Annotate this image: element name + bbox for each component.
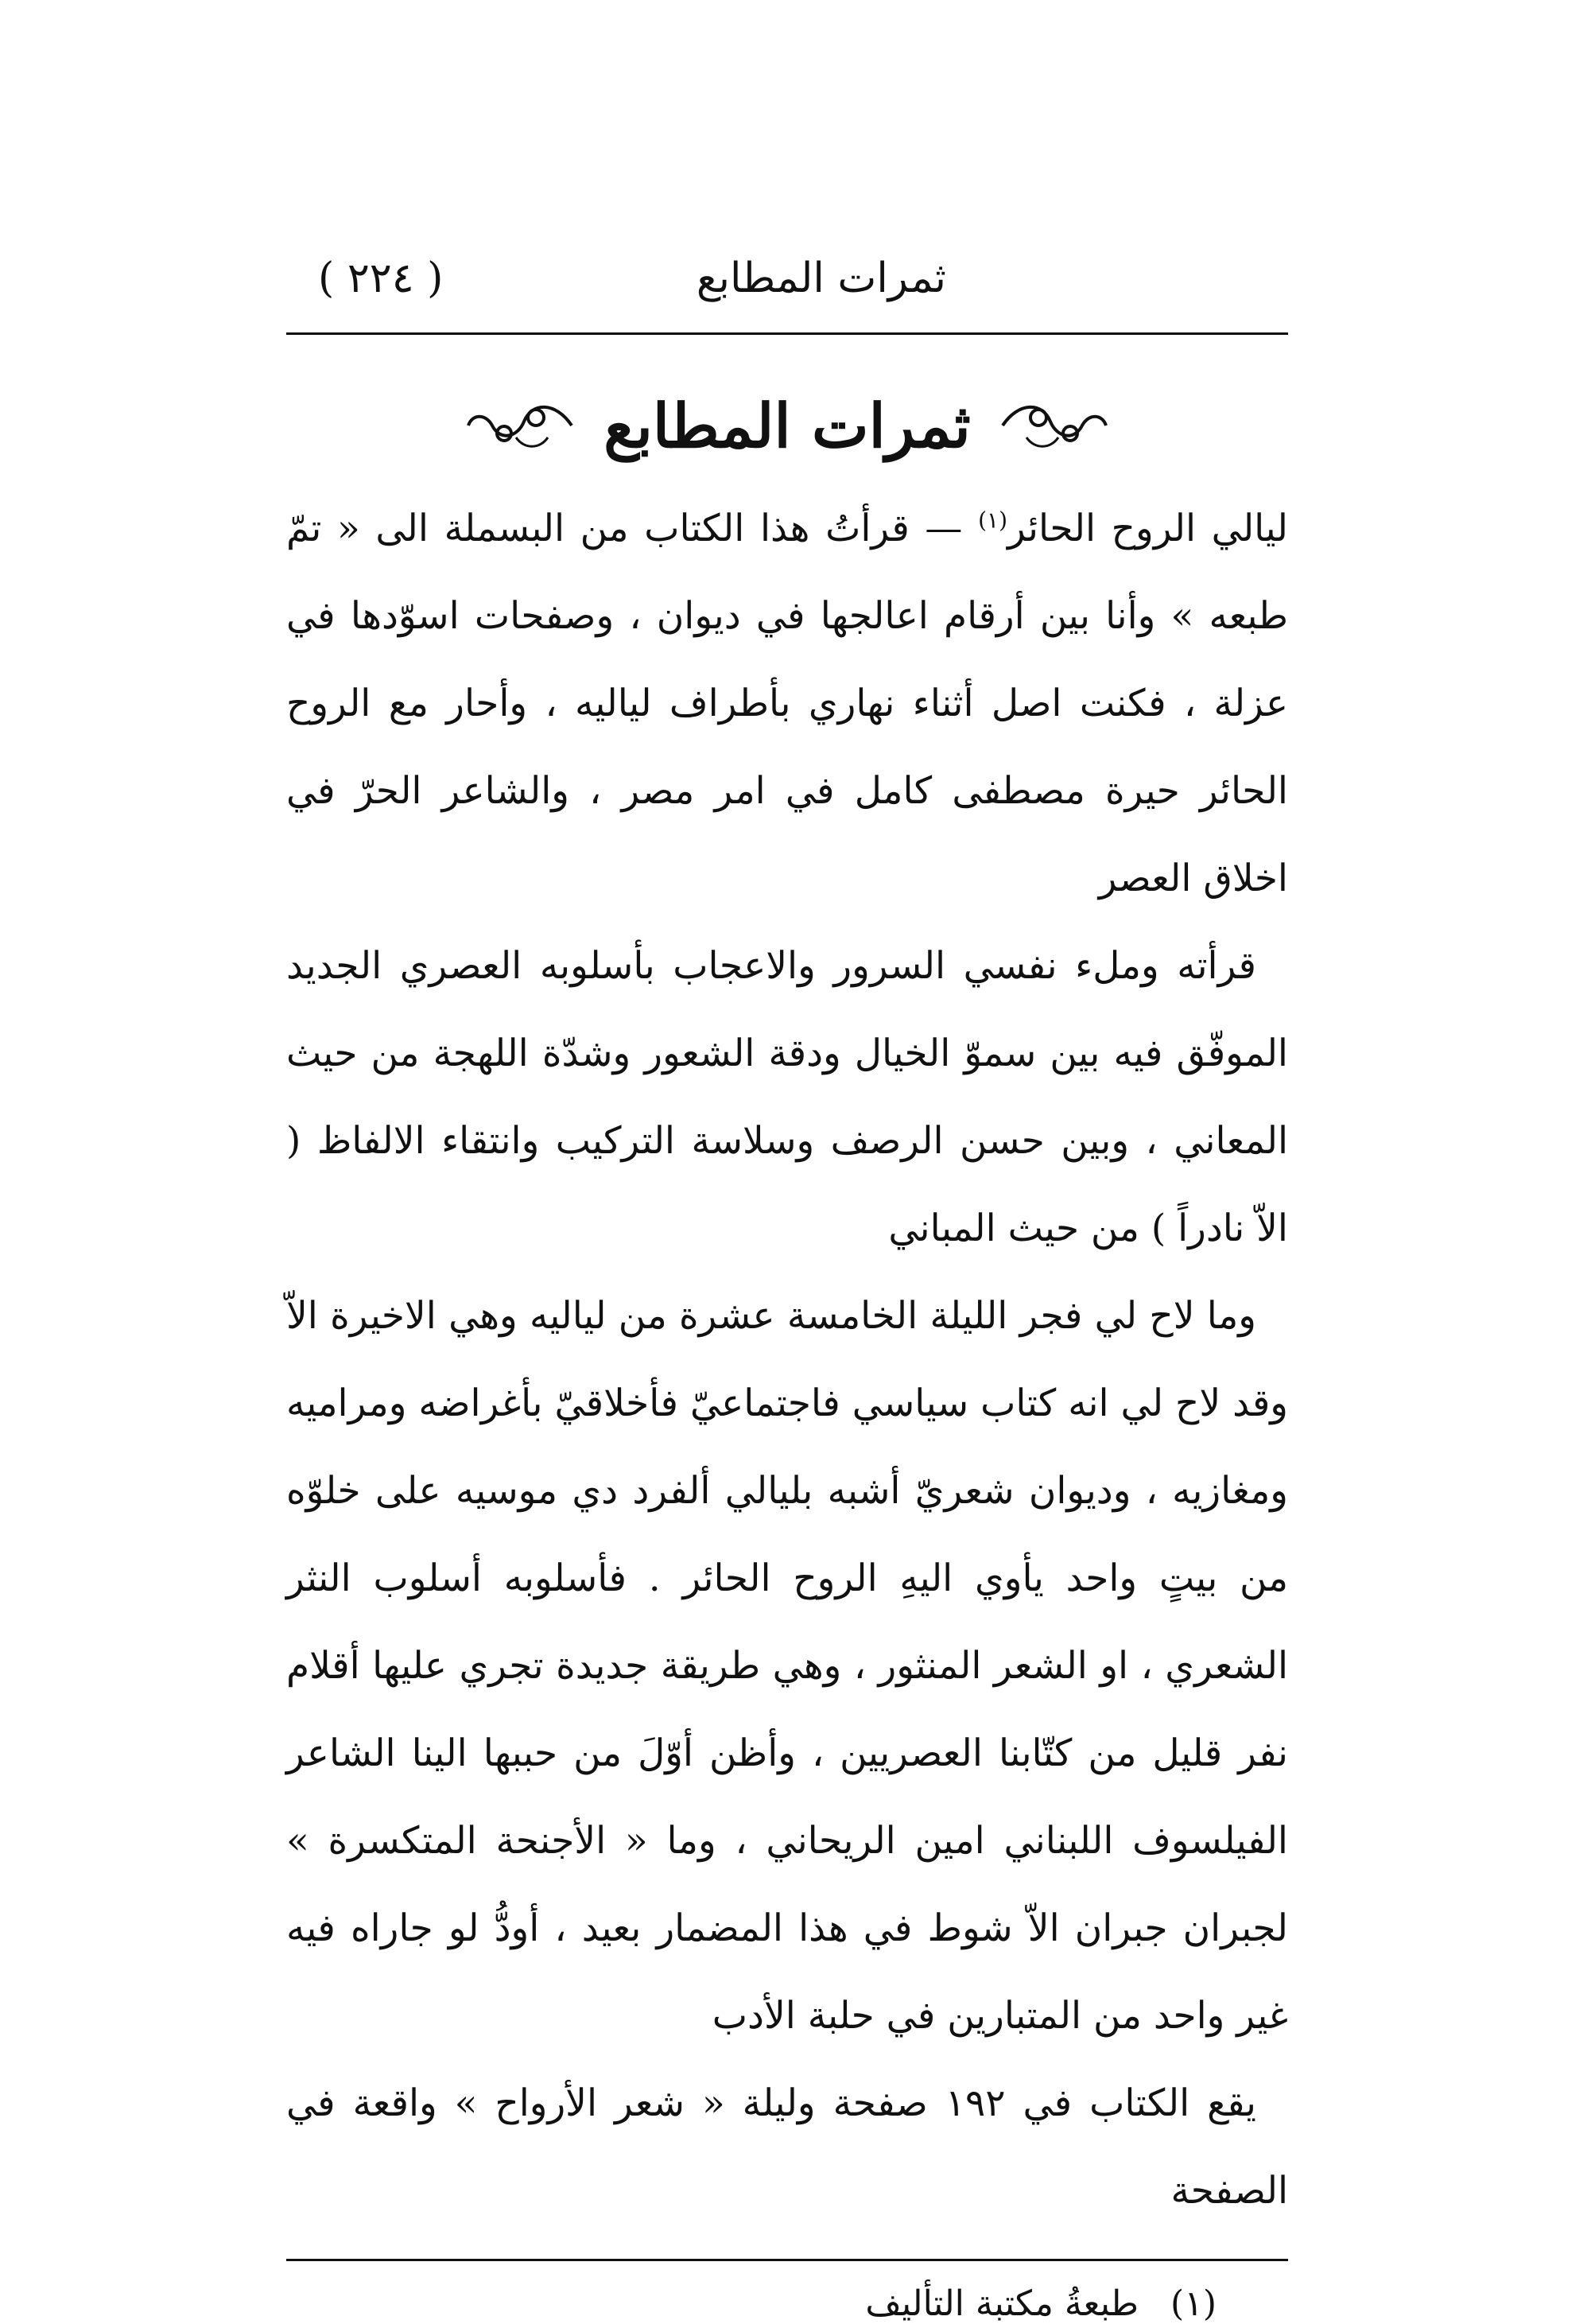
paragraph xyxy=(286,485,1288,923)
running-header xyxy=(286,239,1288,326)
paragraph-text: — قرأتُ هذا الكتاب من البسملة الى « تمّ طبعه » وأنا بين أرقام اعالجها في ديوان ، وصفحات اسوّدها في عزلة ، فكنت اصل أثناء نهاري بأطراف لياليه ، وأحار مع الروح الحائر حيرة مصطفى كامل في امر مصر ، والشاعر الحرّ في اخلاق العصر xyxy=(286,507,1288,900)
scroll-ornament-icon xyxy=(460,394,580,457)
page-number: ( ٢٢٤ ) xyxy=(318,255,444,302)
paragraph: يقع الكتاب في ١٩٢ صفحة وليلة « شعر الأرواح » واقعة في الصفحة xyxy=(286,2081,1288,2213)
running-title: ثمرات المطابع xyxy=(696,255,946,302)
footnote-ref: (١) xyxy=(978,507,1007,534)
section-heading xyxy=(286,374,1288,477)
article-body xyxy=(286,485,1288,2235)
book-page xyxy=(286,239,1288,2324)
footnote-rule xyxy=(286,2259,1288,2261)
header-rule xyxy=(286,332,1288,335)
paragraph: قرأته وملء نفسي السرور والاعجاب بأسلوبه العصري الجديد الموفّق فيه بين سموّ الخيال ودقة الشعور وشدّة اللهجة من حيث المعاني ، وبين حسن الرصف وسلاسة التركيب وانتقاء الالفاظ ( الاّ نادراً ) من حيث المباني xyxy=(286,944,1288,1250)
scroll-ornament-icon xyxy=(995,394,1114,457)
paragraph: وما لاح لي فجر الليلة الخامسة عشرة من لياليه وهي الاخيرة الاّ وقد لاح لي انه كتاب سياسي فاجتماعيّ فأخلاقيّ بأغراضه ومراميه ومغازيه ، وديوان شعريّ أشبه بليالي ألفرد دي موسيه على خلوّه من بيتٍ واحد يأوي اليهِ الروح الحائر . فأسلوبه أسلوب النثر الشعري ، او الشعر المنثور ، وهي طريقة جديدة تجري عليها أقلام نفر قليل من كتّابنا العصريين ، وأظن أوّلَ من حببها الينا الشاعر الفيلسوف اللبناني امين الريحاني ، وما « الأجنحة المتكسرة » لجبران جبران الاّ شوط في هذا المضمار بعيد ، أودُّ لو جاراه فيه غير واحد من المتبارين في حلبة الأدب xyxy=(286,1294,1288,2038)
book-title: ليالي الروح الحائر xyxy=(1007,507,1288,550)
footnote xyxy=(286,2283,1288,2324)
footnote-marker: (١) xyxy=(1170,2283,1217,2324)
section-heading-text: ثمرات المطابع xyxy=(603,390,971,461)
footnote-text: طبعةُ مكتبة التأليف xyxy=(865,2283,1139,2324)
